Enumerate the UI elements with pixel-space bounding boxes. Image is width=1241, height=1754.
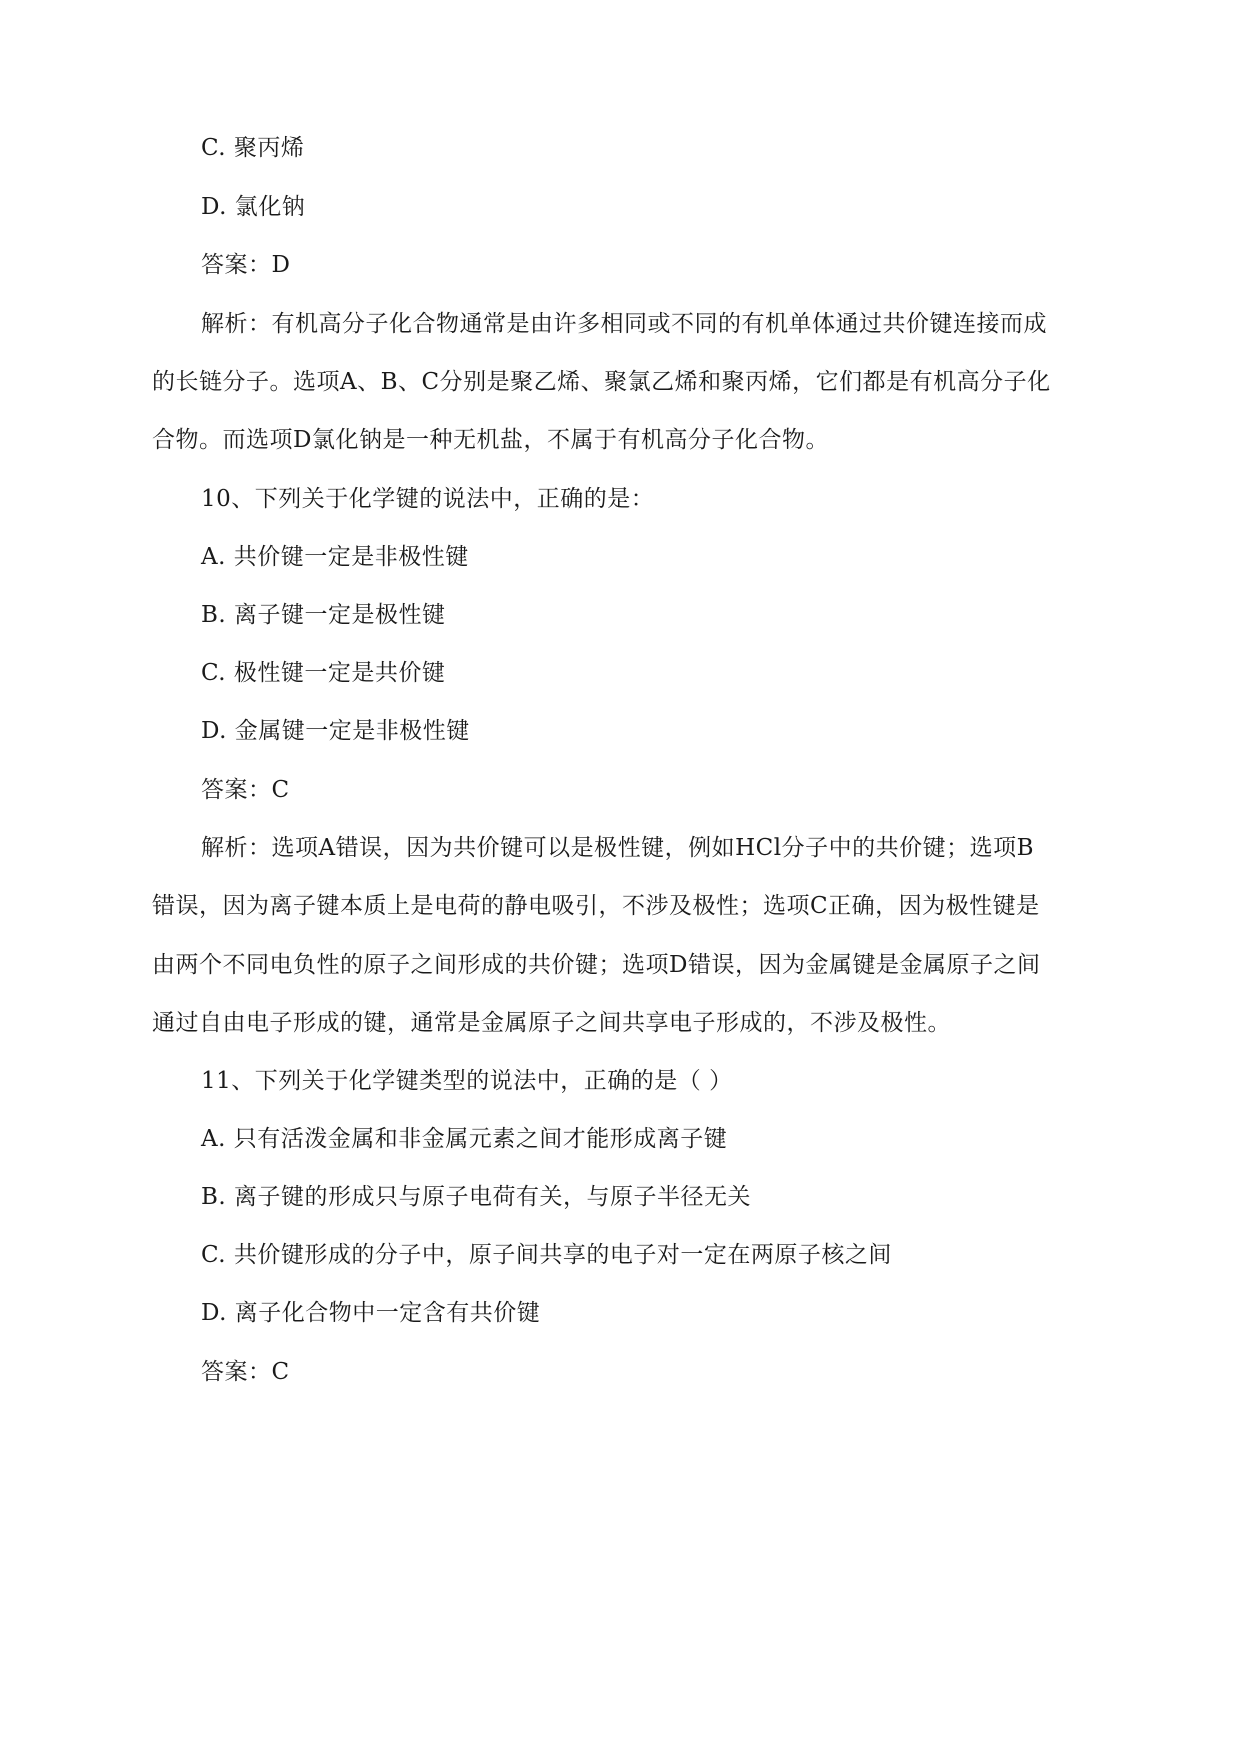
q9-analysis-line-2: 的长链分子。选项A、B、C分别是聚乙烯、聚氯乙烯和聚丙烯，它们都是有机高分子化 xyxy=(152,369,1051,395)
q11-option-b: B. 离子键的形成只与原子电荷有关，与原子半径无关 xyxy=(201,1184,752,1210)
q10-option-c: C. 极性键一定是共价键 xyxy=(201,660,446,686)
q11-answer: 答案：C xyxy=(201,1359,290,1385)
q9-option-c: C. 聚丙烯 xyxy=(201,135,305,161)
q10-answer: 答案：C xyxy=(201,777,290,803)
q11-question: 11、下列关于化学键类型的说法中，正确的是（ ） xyxy=(201,1068,733,1094)
q10-option-a: A. 共价键一定是非极性键 xyxy=(201,544,469,570)
q10-analysis-line-3: 由两个不同电负性的原子之间形成的共价键；选项D错误，因为金属键是金属原子之间 xyxy=(152,952,1041,978)
q9-analysis-line-1: 解析：有机高分子化合物通常是由许多相同或不同的有机单体通过共价键连接而成 xyxy=(201,311,1047,337)
q11-option-c: C. 共价键形成的分子中，原子间共享的电子对一定在两原子核之间 xyxy=(201,1242,892,1268)
q10-analysis-line-2: 错误，因为离子键本质上是电荷的静电吸引，不涉及极性；选项C正确，因为极性键是 xyxy=(152,893,1040,919)
q10-analysis-line-4: 通过自由电子形成的键，通常是金属原子之间共享电子形成的，不涉及极性。 xyxy=(152,1010,951,1036)
q9-analysis-line-3: 合物。而选项D氯化钠是一种无机盐，不属于有机高分子化合物。 xyxy=(152,427,829,453)
q10-option-b: B. 离子键一定是极性键 xyxy=(201,602,446,628)
q11-option-a: A. 只有活泼金属和非金属元素之间才能形成离子键 xyxy=(201,1126,728,1152)
q10-option-d: D. 金属键一定是非极性键 xyxy=(201,718,470,744)
q9-answer: 答案：D xyxy=(201,252,291,278)
q10-analysis-line-1: 解析：选项A错误，因为共价键可以是极性键，例如HCl分子中的共价键；选项B xyxy=(201,835,1035,861)
q9-option-d: D. 氯化钠 xyxy=(201,194,306,220)
q10-question: 10、下列关于化学键的说法中，正确的是： xyxy=(201,486,655,512)
q11-option-d: D. 离子化合物中一定含有共价键 xyxy=(201,1300,541,1326)
